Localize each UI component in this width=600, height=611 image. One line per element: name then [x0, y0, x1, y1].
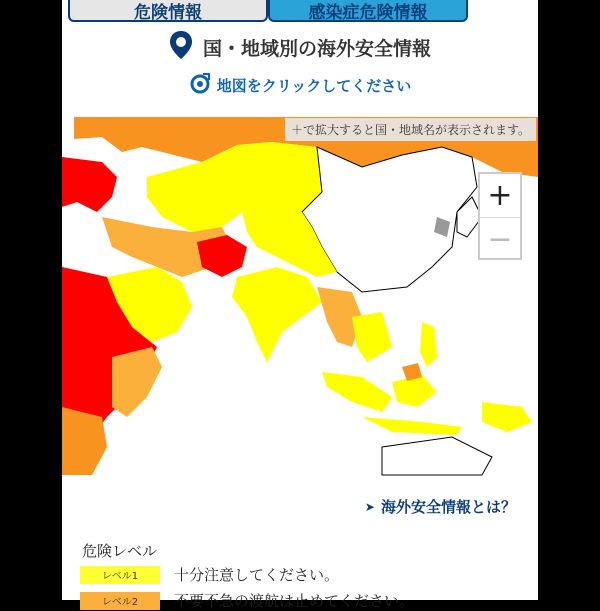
- page-title-row: [62, 30, 538, 65]
- map-instruction-text: 地図をクリックしてください: [216, 76, 412, 95]
- map-instruction: [62, 72, 538, 98]
- map-pin-icon: [169, 30, 193, 65]
- zoom-out-button[interactable]: −: [487, 222, 513, 257]
- level2-badge: レベル2: [80, 592, 160, 610]
- world-map[interactable]: [62, 117, 538, 475]
- zoom-in-button[interactable]: +: [480, 174, 520, 218]
- tab-danger-info[interactable]: 危険情報: [68, 0, 268, 22]
- about-link-text[interactable]: 海外安全情報とは？: [380, 498, 516, 516]
- page-title: 国・地域別の海外安全情報: [202, 38, 431, 60]
- tab-infection-danger-info[interactable]: 感染症危険情報: [268, 0, 468, 22]
- level1-text: 十分注意してください。: [174, 566, 340, 584]
- about-link[interactable]: [365, 496, 516, 517]
- chevron-right-icon: ➤: [364, 499, 375, 514]
- legend-row-level2: [80, 590, 414, 611]
- phone-screen: [62, 0, 538, 610]
- map-hint: ＋で拡大すると国・地域名が表示されます。: [285, 118, 536, 141]
- legend-row-level1: [80, 564, 339, 585]
- zoom-control: [478, 172, 522, 260]
- click-globe-icon: [189, 72, 211, 98]
- legend-title: 危険レベル: [82, 542, 158, 560]
- level2-text: 不要不急の渡航は止めてください。: [174, 592, 415, 610]
- level1-badge: レベル1: [80, 566, 160, 584]
